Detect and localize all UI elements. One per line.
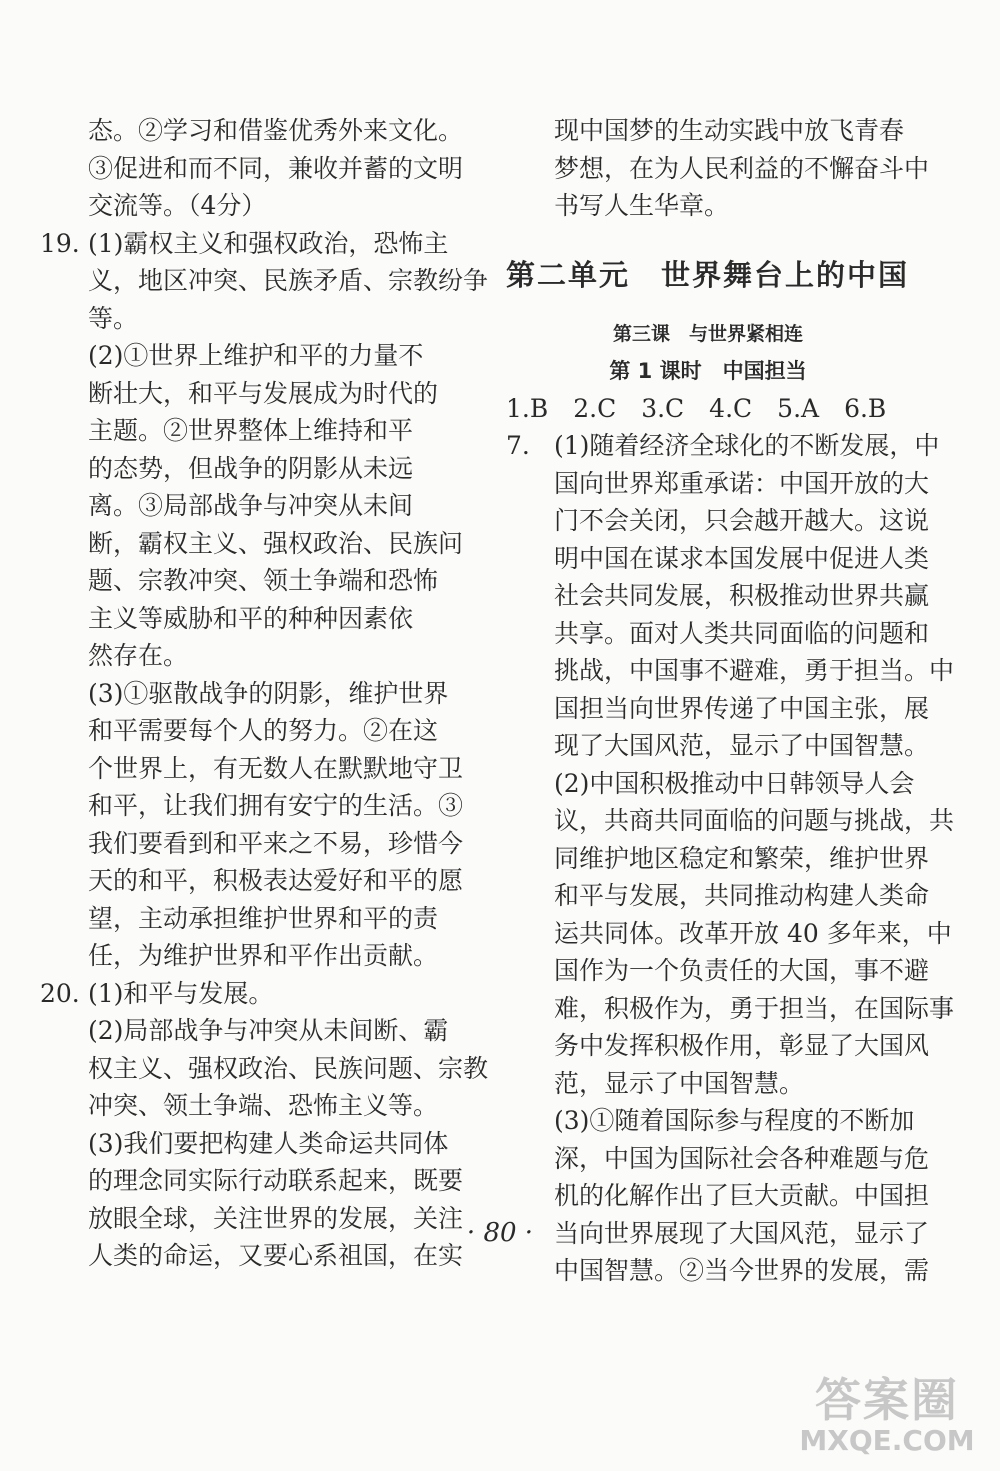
watermark-logo: [782, 1375, 992, 1465]
line-text: 社会共同发展，积极推动世界共赢: [554, 581, 930, 610]
line-text: 人类的命运，又要心系祖国，在实: [88, 1241, 464, 1270]
right-top-lines: [506, 112, 930, 225]
line-text: ③促进和而不同，兼收并蓄的文明: [88, 153, 464, 183]
watermark-logo-text: 答案圈: [815, 1373, 959, 1427]
question-number: 20.: [40, 978, 80, 1008]
question-line: [506, 427, 940, 465]
answer-line: [40, 337, 440, 375]
answer-line: [40, 750, 464, 788]
line-text: 我们要看到和平来之不易，珍惜今: [88, 828, 464, 858]
line-text: 义，地区冲突、民族矛盾、宗教纷争: [88, 266, 489, 295]
answer-line: [506, 465, 930, 503]
line-text: 门不会关闭，只会越开越大。这说: [554, 506, 930, 535]
answer-line: [506, 877, 930, 915]
line-text: (2)局部战争与冲突从未间断、霸: [88, 1016, 449, 1045]
line-text: (1)霸权主义和强权政治，恐怖主: [88, 228, 449, 258]
line-text: 国担当向世界传递了中国主张，展: [554, 693, 930, 723]
line-text: 中国智慧。②当今世界的发展，需: [554, 1256, 930, 1285]
answer-line: [40, 1050, 489, 1088]
answer-line: [506, 840, 930, 878]
line-text: 国向世界郑重承诺：中国开放的大: [554, 468, 930, 498]
answer-line: [40, 187, 440, 225]
answer-line: [506, 615, 930, 653]
line-text: 和平，让我们拥有安宁的生活。③: [88, 791, 464, 820]
answer-line: [40, 375, 440, 413]
answer-line: [506, 690, 930, 728]
answer-line: [40, 1012, 449, 1050]
answer-line: [506, 1177, 930, 1215]
line-text: 天的和平，积极表达爱好和平的愿: [88, 866, 464, 895]
answer-line: [40, 412, 440, 450]
question-number: 7.: [506, 431, 530, 460]
line-text: 的态势，但战争的阴影从未远: [88, 453, 414, 483]
right-body-lines: [506, 427, 955, 1290]
answer-line: [506, 1140, 930, 1178]
watermark-url: MXQE.COM: [799, 1424, 975, 1457]
line-text: 现了大国风范，显示了中国智慧。: [554, 731, 930, 760]
line-text: 和平与发展，共同推动构建人类命: [554, 881, 930, 910]
answer-line: [40, 1162, 464, 1200]
answer-line: [506, 502, 930, 540]
answer-line: [506, 1252, 930, 1290]
line-text: 深，中国为国际社会各种难题与危: [554, 1143, 930, 1173]
answer-line: [40, 450, 440, 488]
line-text: 议，共商共同面临的问题与挑战，共: [554, 806, 955, 835]
line-text: 望，主动承担维护世界和平的责: [88, 903, 439, 933]
line-text: (2)①世界上维护和平的力量不: [88, 341, 424, 370]
line-text: 难，积极作为，勇于担当，在国际事: [554, 993, 955, 1023]
line-text: 共享。面对人类共同面临的问题和: [554, 618, 930, 648]
answer-line: [40, 675, 449, 713]
line-text: (2)中国积极推动中日韩领导人会: [554, 768, 915, 798]
line-text: 断，霸权主义、强权政治、民族问: [88, 528, 464, 558]
answer-line: [506, 990, 955, 1028]
answer-line: [506, 652, 955, 690]
answer-line: [40, 487, 440, 525]
answer-line: 书写人生华章。: [554, 191, 730, 220]
answer-line: [506, 915, 952, 953]
line-text: 运共同体。改革开放 40 多年来，中: [554, 918, 952, 948]
line-text: 权主义、强权政治、民族问题、宗教: [88, 1053, 489, 1083]
right-column: [506, 112, 955, 1290]
line-text: 任，为维护世界和平作出贡献。: [88, 941, 439, 970]
answer-line: 梦想，在为人民利益的不懈奋斗中: [554, 153, 930, 183]
answer-line: [40, 562, 440, 600]
line-text: 和平需要每个人的努力。②在这: [88, 716, 439, 745]
answer-line: [506, 577, 930, 615]
line-text: 范，显示了中国智慧。: [554, 1068, 805, 1098]
left-column: [40, 112, 489, 1275]
answer-line: [40, 1125, 449, 1163]
answer-line: [506, 1102, 915, 1140]
line-text: 放眼全球，关注世界的发展，关注: [88, 1203, 464, 1233]
period-title: 第 1 课时 中国担当: [609, 358, 807, 383]
lesson-title: 第三课 与世界紧相连: [612, 322, 803, 345]
page-number: · 80 ·: [466, 1218, 534, 1248]
line-text: 冲突、领土争端、恐怖主义等。: [88, 1091, 439, 1120]
question-line: [40, 225, 449, 263]
line-text: (3)①驱散战争的阴影，维护世界: [88, 678, 449, 708]
line-text: 然存在。: [88, 641, 189, 670]
line-text: 机的化解作出了巨大贡献。中国担: [554, 1181, 930, 1210]
line-text: 个世界上，有无数人在默默地守卫: [88, 753, 464, 783]
answer-line: [506, 952, 930, 990]
line-text: 国作为一个负责任的大国，事不避: [554, 956, 930, 985]
answer-line: [40, 900, 440, 938]
answer-line: [40, 825, 464, 863]
answer-line: [40, 112, 464, 150]
line-text: 明中国在谋求本国发展中促进人类: [554, 543, 930, 573]
answer-line: [40, 525, 464, 563]
line-text: 主义等威胁和平的种种因素依: [88, 603, 414, 633]
line-text: 等。: [88, 303, 139, 333]
answer-line: [506, 727, 930, 765]
line-text: (1)和平与发展。: [88, 978, 274, 1008]
line-text: (3)我们要把构建人类命运共同体: [88, 1128, 449, 1158]
line-text: 务中发挥积极作用，彰显了大国风: [554, 1031, 930, 1060]
line-text: 同维护地区稳定和繁荣，维护世界: [554, 843, 930, 873]
answer-line: 现中国梦的生动实践中放飞青春: [554, 116, 905, 145]
answer-line: [40, 937, 440, 975]
answer-line: [40, 1087, 440, 1125]
question-line: [40, 975, 440, 1013]
answer-line: [506, 540, 930, 578]
line-text: 题、宗教冲突、领土争端和恐怖: [88, 566, 439, 595]
line-text: (3)①随着国际参与程度的不断加: [554, 1106, 915, 1135]
answer-line: [506, 765, 915, 803]
answer-line: [506, 802, 955, 840]
answer-line: [40, 300, 440, 338]
multiple-choice-answers: 1.B 2.C 3.C 4.C 5.A 6.B: [506, 393, 887, 423]
line-text: 的理念同实际行动联系起来，既要: [88, 1166, 464, 1195]
answer-line: [40, 150, 464, 188]
line-text: (1)随着经济全球化的不断发展，中: [554, 431, 940, 460]
line-text: 挑战，中国事不避难，勇于担当。中: [554, 656, 955, 685]
answer-line: [40, 262, 489, 300]
answer-line: [40, 637, 440, 675]
answer-line: [40, 712, 440, 750]
answer-line: [40, 600, 440, 638]
line-text: 离。③局部战争与冲突从未间: [88, 491, 414, 520]
line-text: 主题。②世界整体上维持和平: [88, 416, 414, 445]
line-text: 当向世界展现了大国风范，显示了: [554, 1218, 930, 1248]
answer-line: [40, 862, 464, 900]
answer-line: [40, 787, 464, 825]
answer-line: [506, 1027, 930, 1065]
line-text: 断壮大，和平与发展成为时代的: [88, 378, 439, 408]
line-text: 态。②学习和借鉴优秀外来文化。: [88, 116, 464, 145]
unit-title: 第二单元 世界舞台上的中国: [506, 257, 910, 292]
answer-line: [506, 1065, 910, 1103]
line-text: 交流等。（4分）: [88, 191, 267, 220]
question-number: 19.: [40, 228, 80, 258]
